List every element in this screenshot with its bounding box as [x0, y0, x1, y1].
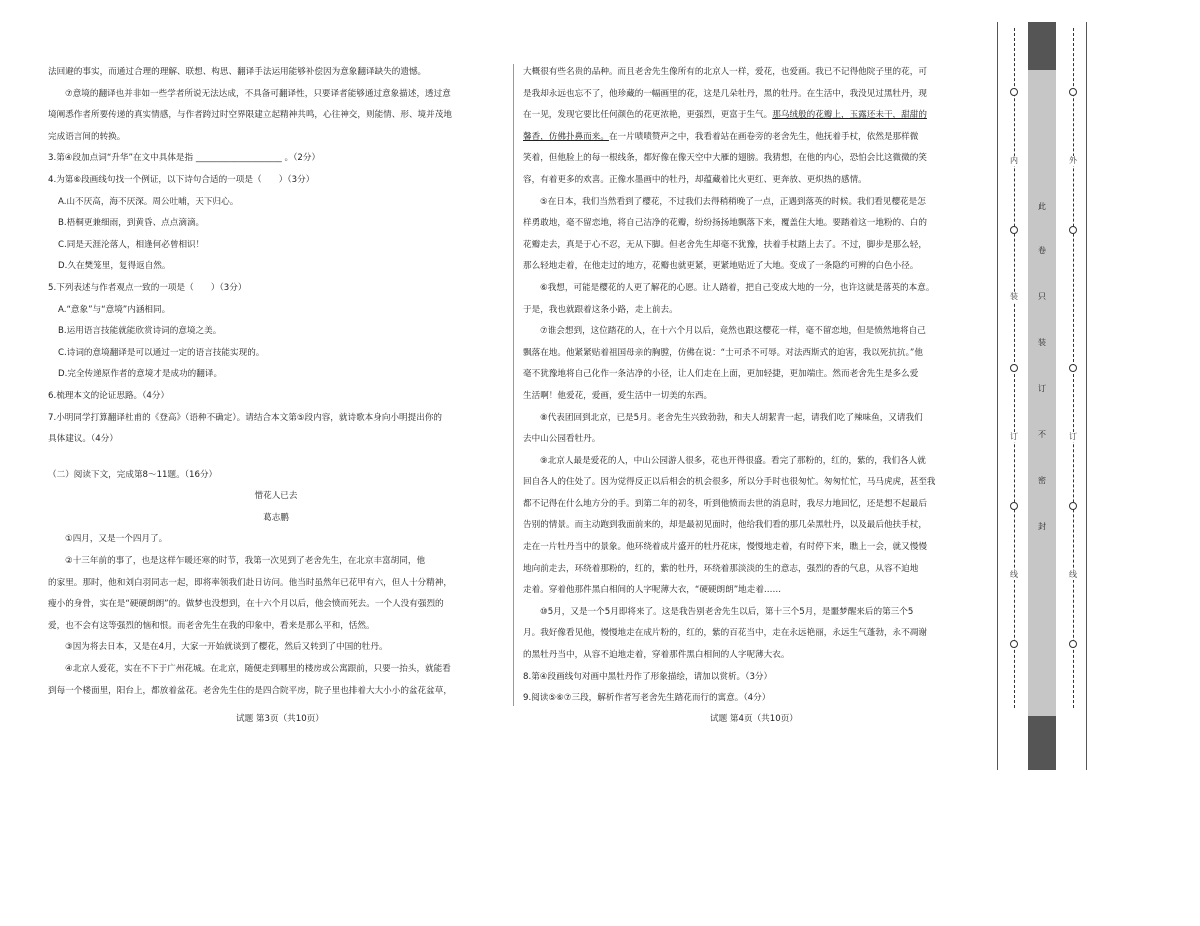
strip-char: 装 — [1038, 338, 1046, 347]
outer-label: 外 — [1069, 156, 1077, 165]
binding-hole-icon — [1010, 226, 1018, 234]
underlined-sentence: 那乌绒般的花瓣上，玉露还未干，甜甜的 — [772, 110, 927, 121]
strip-char: 此 — [1038, 202, 1046, 211]
question-8: 8.第④段画线句对画中黑牡丹作了形象描绘，请加以赏析。（3分） — [523, 671, 773, 682]
article-line: ④北京人爱花，实在不下于广州花城。在北京，随便走到哪里的楼房或公寓跟前，只要一抬头，就能看 — [65, 664, 451, 675]
article-line: 走着。穿着他那件黑白相间的人字呢薄大衣，“硬硬朗朗”地走着…… — [523, 585, 782, 596]
article-line — [523, 127, 979, 149]
article-line: ②十三年前的事了，也是这样乍暖还寒的时节，我第一次见到了老舍先生，在北京丰富胡同，他 — [65, 556, 426, 567]
inner-label: 内 — [1010, 156, 1018, 165]
article-line: 花瓣走去，真是于心不忍，无从下脚。但老舍先生却毫不犹豫，扶着手杖踏上去了。不过，脚步是那么轻， — [523, 239, 927, 250]
option-c: C.同是天涯沦落人，相逢何必曾相识！ — [58, 239, 205, 250]
strip-char: 密 — [1038, 476, 1046, 485]
strip-char: 只 — [1038, 292, 1046, 301]
binding-hole-icon — [1010, 502, 1018, 510]
article-line: ①四月，又是一个四月了。 — [65, 534, 168, 545]
article-line: 到每一个楼面里，阳台上，都放着盆花。老舍先生住的是四合院平房，院子里也排着大大小小的盆花盆草， — [48, 685, 452, 696]
article-line: ⑩5月，又是一个5月即将来了。这是我告别老舍先生以后，第十三个5月，是噩梦醒来后的第三个5 — [540, 606, 914, 617]
left-column — [48, 62, 504, 702]
question-3: 3.第④段加点词“升华”在文中具体是指 ____________________ 。（2分） — [48, 153, 321, 164]
binding-rule — [997, 22, 998, 770]
question-9: 9.阅读⑤⑥⑦三段，解析作者写老舍先生踏花而行的寓意。（4分） — [523, 693, 771, 704]
inner-label: 线 — [1010, 570, 1018, 579]
article-line: ⑥我想，可能是樱花的人更了解花的心愿。让人踏着，把自己变成大地的一分，也许这就是落英的本意。 — [540, 282, 935, 293]
article-line: 是我却永远也忘不了，他珍藏的一幅画里的花，这是几朵牡丹，黑的牡丹。在生活中，我没见过黑牡丹，现 — [523, 88, 927, 99]
article-line: 那么轻地走着，在他走过的地方，花瓣也就更紧，更紧地贴近了大地。变成了一条隐约可辨的白色小径。 — [523, 261, 919, 272]
article-line: ⑦谁会想到，这位踏花的人，在十六个月以后，竟然也跟这樱花一样，毫不留恋地，但是愤然地将自己 — [540, 326, 926, 337]
text-line: 具体建议。（4分） — [48, 434, 118, 445]
article-line: 样勇敢地，毫不留恋地，将自己洁净的花瓣，纷纷扬扬地飘落下来，覆盖住大地。要踏着这一地粉的、白的 — [523, 218, 927, 229]
binding-hole-icon — [1069, 640, 1077, 648]
binding-hole-icon — [1069, 88, 1077, 96]
binding-hole-icon — [1069, 364, 1077, 372]
article-line: 容，有着更多的欢喜。正像水墨画中的牡丹，却蕴藏着比火更红、更奔放、更炽热的感情。 — [523, 174, 867, 185]
article-line: 的家里。那时，他和刘白羽同志一起，即将率领我们赴日访问。他当时虽然年已花甲有六，但人十分精神， — [48, 577, 452, 588]
question-5: 5.下列表述与作者观点一致的一项是（ ）（3分） — [48, 282, 247, 293]
article-line — [523, 105, 979, 127]
outer-label: 订 — [1069, 432, 1077, 441]
article-line: 笑着，但他脸上的每一根线条，都好像在像天空中大雁的翅膀。我猜想，在他的内心，恐怕会比这微微的笑 — [523, 153, 927, 164]
line-text: 在一片啧啧赞声之中，我看着站在画卷旁的老舍先生，他抚着手杖，依然是那样微 — [608, 131, 919, 142]
article-line: ⑨北京人最是爱花的人，中山公园游人很多，花也开得很盛。看完了那粉的，红的，紫的，我们各人就 — [540, 455, 926, 466]
article-line: 月。我好像看见他，慢慢地走在成片粉的，红的，紫的百花当中，走在永远艳丽，永远生气蓬勃，永不凋谢 — [523, 628, 927, 639]
strip-char: 卷 — [1038, 246, 1046, 255]
article-line: 爱，也不会有这等强烈的恼和恨。而老舍先生在我的印象中，看来是那么平和，恬然。 — [48, 620, 375, 631]
question-7: 7.小明同学打算翻译杜甫的《登高》（语种不确定）。请结合本文第⑤段内容，就诗歌本身向小明提出你的 — [48, 412, 443, 423]
article-line: 于是，我也就跟着这条小路，走上前去。 — [523, 304, 678, 315]
article-line: 告别的情景。而主动跑到我面前来的，却是最初见面时，他给我们看的那几朵黑牡丹，以及最后他扶手杖， — [523, 520, 927, 531]
binding-rule — [1086, 22, 1087, 770]
strip-cap — [1028, 716, 1056, 770]
option-a: A.山不厌高，海不厌深。周公吐哺，天下归心。 — [58, 196, 239, 207]
option-b: B.运用语言技能就能欣赏诗词的意境之美。 — [58, 326, 222, 337]
strip-char: 不 — [1038, 430, 1046, 439]
article-line: 大概很有些名贵的品种。而且老舍先生像所有的北京人一样，爱花，也爱画。我已不记得他院子里的花，可 — [523, 67, 927, 77]
article-line: 回自各人的住处了。因为觉得反正以后相会的机会很多，所以分手时也很匆忙。匆匆忙忙，马马虎虎，甚至我 — [523, 477, 936, 488]
binding-hole-icon — [1010, 640, 1018, 648]
article-line: 地向前走去，环绕着那粉的，红的，紫的牡丹，环绕着那淡淡的生的意志，强烈的香的气息，从容不迫地 — [523, 563, 919, 574]
option-b: B.梧桐更兼细雨，到黄昏、点点滴滴。 — [58, 218, 205, 229]
text-line: ⑦意境的翻译也并非如一些学者所说无法达成，不具备可翻译性，只要译者能够通过意象描述，透过意 — [65, 88, 451, 99]
strip-char: 封 — [1038, 522, 1046, 531]
option-d: D.久在樊笼里，复得返自然。 — [58, 261, 171, 272]
article-line: 去中山公园看牡丹。 — [523, 434, 601, 445]
article-line: 瘦小的身骨，实在是“硬硬朗朗”的。做梦也没想到，在十六个月以后，他会愤而死去。一个人没有强烈的 — [48, 599, 444, 610]
binding-hole-icon — [1069, 502, 1077, 510]
option-a: A.“意象”与“意境”内涵相同。 — [58, 304, 171, 315]
text-line: 法回避的事实，而通过合理的理解、联想、构思、翻译手法运用能够补偿因为意象翻译缺失的遗憾。 — [48, 67, 427, 77]
article-author: 葛志鹏 — [263, 512, 289, 523]
article-line: 毫不犹豫地将自己化作一条洁净的小径，让人们走在上面，更加轻捷，更加端庄。然而老舍先生是多么爱 — [523, 369, 919, 380]
article-line: 的黑牡丹当中，从容不迫地走着，穿着那件黑白相间的人字呢薄大衣。 — [523, 650, 790, 661]
option-d: D.完全传递原作者的意境才是成功的翻译。 — [58, 369, 223, 380]
article-line: 生活啊！他爱花，爱画，爱生活中一切美的东西。 — [523, 390, 713, 401]
inner-label: 订 — [1010, 432, 1018, 441]
article-line: ③因为将去日本，又是在4月，大家一开始就谈到了樱花，然后又转到了中国的牡丹。 — [65, 642, 388, 653]
article-line: 都不记得在什么地方分的手。到第二年的初冬，听到他愤而去世的消息时，我尽力地回忆，还是想不起最后 — [523, 498, 927, 509]
binding-hole-icon — [1010, 364, 1018, 372]
binding-hole-icon — [1010, 88, 1018, 96]
strip-cap — [1028, 22, 1056, 70]
line-text: 在一见，发现它要比任何颜色的花更浓艳，更强烈，更富于生气。 — [523, 110, 773, 121]
underlined-sentence: 馨香，仿佛扑鼻而来。 — [523, 131, 609, 142]
outer-label: 线 — [1069, 570, 1077, 579]
inner-label: 装 — [1010, 292, 1018, 301]
option-c: C.诗词的意境翻译是可以通过一定的语言技能实现的。 — [58, 347, 265, 358]
text-line: 境阐悉作者所要传递的真实情感，与作者跨过时空界限建立起精神共鸣，心往神交，则能情、形、境并茂地 — [48, 110, 452, 121]
article-line: ⑧代表团回到北京，已是5月。老舍先生兴致勃勃，和夫人胡絜青一起，请我们吃了辣味鱼，又请我们 — [540, 412, 923, 423]
strip-char: 订 — [1038, 384, 1046, 393]
section-heading: （二）阅读下文，完成第8～11题。（16分） — [48, 469, 218, 480]
article-title: 惜花人已去 — [254, 491, 298, 502]
article-line: 走在一片牡丹当中的景象。他环绕着成片盛开的牡丹花床，慢慢地走着，有时停下来，瞧上一会，就又慢慢 — [523, 542, 927, 553]
right-column — [523, 62, 979, 710]
column-divider — [513, 64, 514, 706]
text-line: 完成语言间的转换。 — [48, 131, 126, 142]
binding-hole-icon — [1069, 226, 1077, 234]
article-line: 飘落在地。他紧紧贴着祖国母亲的胸膛，仿佛在说：“士可杀不可辱。对法西斯式的迫害，我以死抗抗。”他 — [523, 347, 923, 358]
page-footer-left: 试题 第3页（共10页） — [236, 714, 324, 724]
question-4: 4.为第⑥段画线句找一个例证，以下诗句合适的一项是（ ）（3分） — [48, 174, 315, 185]
page-footer-right: 试题 第4页（共10页） — [710, 714, 798, 724]
article-line: ⑤在日本，我们当然看到了樱花，不过我们去得稍稍晚了一点，正遇到落英的时候。我们看见樱花是怎 — [540, 196, 926, 207]
question-6: 6.梳理本文的论证思路。（4分） — [48, 390, 170, 401]
